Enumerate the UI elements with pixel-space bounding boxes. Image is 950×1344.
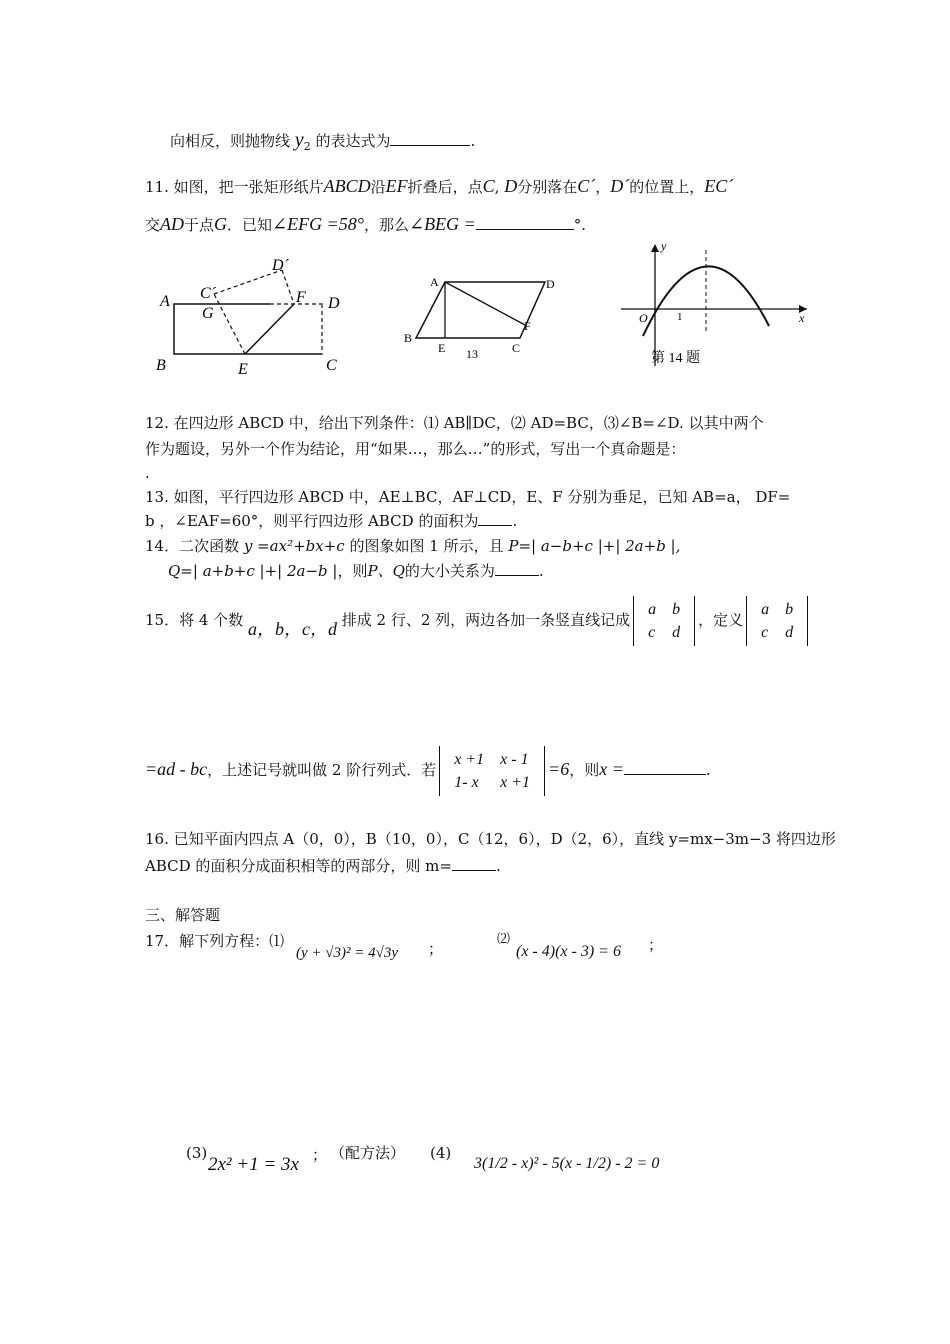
fig11-label-D: D (328, 295, 340, 312)
q11-line2 (145, 214, 586, 236)
fig13-caption: 13 (466, 347, 478, 361)
q11-ad: AD (160, 214, 185, 234)
fig13-label-C: C (512, 341, 521, 355)
q16-end: . (495, 857, 501, 875)
fig14-label-y: y (661, 239, 667, 253)
fig14-label-x: x (799, 311, 805, 325)
fig14-y-arrow (651, 244, 659, 252)
q14-text-a: 14．二次函数 (145, 537, 240, 555)
q10-sub: 2 (303, 140, 311, 153)
fig13-af (445, 282, 525, 325)
q11-fold: EF (385, 176, 408, 196)
q11-angle: ∠EFG =58° (272, 214, 364, 234)
q11-text2-e: °. (573, 216, 586, 234)
q11-line1 (145, 176, 733, 198)
q16-text: ABCD 的面积分成面积相等的两部分，则 m= (145, 857, 452, 875)
q15-m-b: b (672, 601, 681, 618)
q10-blank (390, 145, 470, 146)
q10-line (170, 128, 475, 153)
fig14-tick-1: 1 (677, 311, 683, 323)
q15-matrix-def (746, 596, 808, 646)
q11-ptC: C (482, 176, 495, 196)
fig13-label-B: B (404, 331, 413, 345)
q14-p: P=| a−b+c |+| 2a+b |, (508, 537, 681, 555)
fig11-label-F: F (296, 289, 306, 306)
q15-m-d: d (672, 624, 681, 642)
fig11-dash-df (282, 270, 294, 304)
fig11-label-E: E (238, 361, 248, 378)
q17-semi1: ； (428, 940, 444, 958)
q13-end: . (512, 512, 518, 530)
q11-text-c: 折叠后，点 (407, 178, 483, 196)
q15-d-c: c (761, 624, 769, 642)
fig11-label-C: C (326, 357, 337, 374)
q17-method: （配方法） (330, 1144, 406, 1162)
fig14-graph (615, 238, 815, 378)
q11-ptD2: D´ (610, 176, 630, 196)
q15-xeq: x = (599, 759, 624, 780)
q15-blank (624, 774, 706, 775)
q13-blank (478, 525, 512, 526)
q11-rect: ABCD (323, 176, 371, 196)
q17-n3: (3) (186, 1144, 208, 1162)
fig14-label-O: O (639, 311, 648, 325)
fig11-diagram (150, 250, 360, 380)
q15-end: . (705, 761, 711, 780)
q15-nums: a，b，c，d (247, 619, 337, 640)
q15-text-b: 排成 2 行、2 列，两边各加一条竖直线记成 (341, 611, 631, 630)
fig11-rect-solid (174, 304, 322, 354)
q11-sep: ， (595, 178, 611, 196)
q17-eq4: 3(1/2 - x)² - 5(x - 1/2) - 2 = 0 (474, 1155, 660, 1172)
q16-line2 (145, 857, 501, 875)
q11-text2-d: ，那么 (363, 216, 409, 234)
fig11-fold-ef (245, 304, 294, 354)
q11-text2-b: 于点 (184, 216, 215, 234)
q14-line1 (145, 537, 680, 555)
q15-line2 (145, 746, 711, 796)
q11-comma: , (494, 178, 500, 196)
q14-expr: y =ax²+bx+c (243, 537, 345, 555)
fig13-diagram (400, 270, 560, 365)
q11-text2-c: ．已知 (227, 216, 273, 234)
q15-text-e: ，则 (569, 761, 600, 780)
q15-e-11: x +1 (454, 751, 485, 768)
q15-d-b: b (785, 601, 794, 618)
q10-var: y (294, 129, 304, 151)
q14-pq: P、Q (367, 562, 405, 580)
fig14-caption: 第 14 题 (651, 351, 700, 366)
q15-matrix-notation (633, 596, 695, 646)
q15-text-c: ，定义 (698, 611, 744, 630)
fig11-label-D2: D´ (272, 257, 289, 274)
q13-line1: 13. 如图，平行四边形 ABCD 中，AE⊥BC，AF⊥CD，E、F 分别为垂足，已知 AB=a， DF= (145, 488, 791, 506)
q11-text-b: 沿 (370, 178, 386, 196)
fig13-label-E: E (438, 341, 446, 355)
q17-semi3: ； (312, 1146, 328, 1164)
q15-text-a: 15．将 4 个数 (145, 611, 244, 630)
q17-n4: (4) (430, 1144, 452, 1162)
q13-line2 (145, 512, 517, 530)
fig13-label-D: D (546, 277, 555, 291)
q14-end: . (538, 562, 544, 580)
q15-e-21: 1- x (454, 774, 479, 792)
q11-text2-a: 交 (145, 216, 161, 234)
q16-blank (452, 870, 496, 871)
q12-line2: 作为题设，另外一个作为结论，用“如果…，那么…”的形式，写出一个真命题是： (145, 440, 686, 458)
q15-def: =ad - bc (145, 759, 208, 780)
fig11-label-G: G (202, 305, 214, 322)
q15-rhs: =6 (548, 759, 570, 780)
q15-m-a: a (648, 601, 657, 618)
q11-beg: ∠BEG = (408, 214, 476, 234)
q14-text-c: ，则 (337, 562, 368, 580)
q11-g: G (214, 214, 228, 234)
fig11-label-C2: C´ (200, 285, 216, 302)
q14-text-b: 的图象如图 1 所示，且 (349, 537, 504, 555)
fig11-label-A: A (160, 293, 170, 310)
q15-e-12: x - 1 (500, 751, 529, 768)
q10-text-suffix: 的表达式为 (315, 132, 391, 150)
q11-text-d: 分别落在 (517, 178, 578, 196)
q11-ptC2: C´ (577, 176, 596, 196)
fig13-label-A: A (430, 275, 439, 289)
fig11-label-B: B (156, 357, 166, 374)
q15-line1 (145, 596, 811, 646)
q14-q: Q=| a+b+c |+| 2a−b | (168, 562, 338, 580)
q13-text: b ，∠EAF=60°，则平行四边形 ABCD 的面积为 (145, 512, 479, 530)
q14-blank (495, 575, 539, 576)
q14-line2 (168, 562, 544, 580)
q17-n2: ⑵ (497, 932, 511, 947)
q17-eq2: (x - 4)(x - 3) = 6 (516, 943, 621, 960)
q11-ec: EC´ (704, 176, 734, 196)
q15-d-a: a (761, 601, 770, 618)
q15-d-d: d (785, 624, 794, 642)
q17-lead: 17．解下列方程：⑴ (145, 932, 285, 950)
q17-semi2: ； (648, 936, 664, 954)
q15-m-c: c (648, 624, 656, 642)
q14-text-d: 的大小关系为 (404, 562, 495, 580)
section-heading: 三、解答题 (145, 906, 221, 924)
q12-line3: . (145, 464, 150, 482)
q11-blank (476, 229, 574, 230)
fig13-label-F: F (524, 319, 531, 333)
fig11-dash-ec (214, 294, 245, 354)
q16-line1: 16. 已知平面内四点 A（0，0），B（10，0），C（12，6），D（2，6），直线 y=mx−3m−3 将四边形 (145, 830, 836, 848)
q17-eq1: (y + √3)² = 4√3y (296, 945, 399, 961)
q15-text-d: ，上述记号就叫做 2 阶行列式．若 (207, 761, 437, 780)
q15-equation-matrix (439, 746, 545, 796)
q10-end: . (470, 132, 476, 150)
q15-e-22: x +1 (500, 774, 531, 792)
q17-eq3: 2x² +1 = 3x (208, 1154, 299, 1175)
q12-line1: 12. 在四边形 ABCD 中，给出下列条件：⑴ AB∥DC，⑵ AD=BC，⑶∠B=∠D. 以其中两个 (145, 414, 764, 432)
q11-text: 11. 如图，把一张矩形纸片 (145, 178, 324, 196)
q10-text: 向相反，则抛物线 (170, 132, 291, 150)
q11-ptD: D (504, 176, 518, 196)
q11-text-e: 的位置上， (629, 178, 705, 196)
